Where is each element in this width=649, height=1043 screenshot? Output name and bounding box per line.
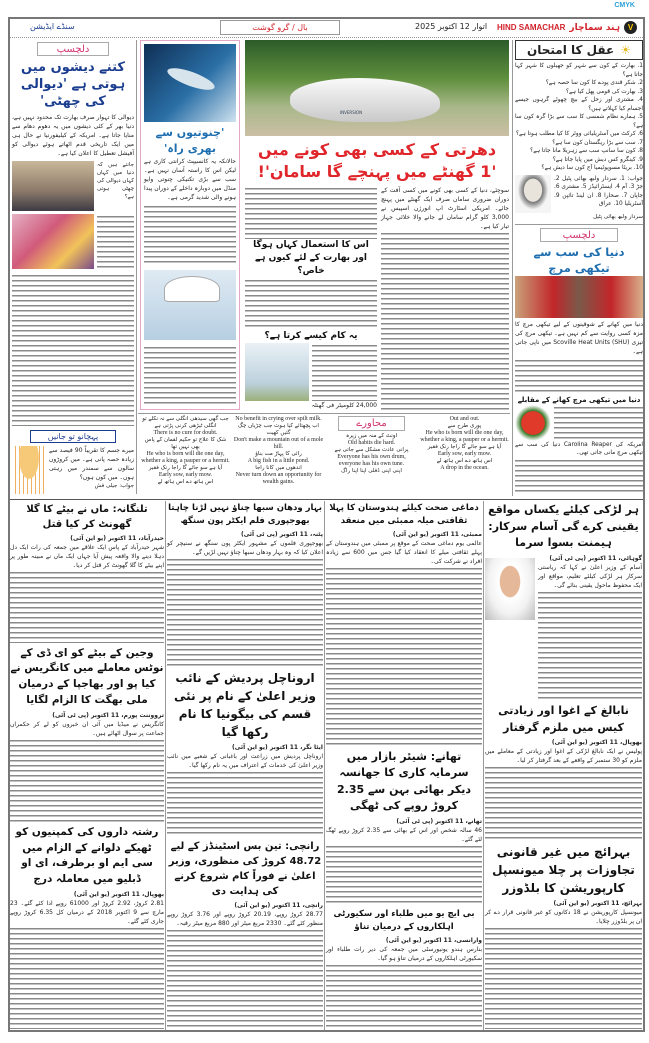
subheading: اس کا استعمال کہاں ہوگا اور بھارت کے لئے کیوں ہے خاص؟ <box>253 239 369 276</box>
article-text <box>245 278 377 331</box>
proverb-column: محاورے اونٹ کے منہ میں زیرہ Old habits die hard. پرانی عادت مشکل سے جاتی ہے Everyone has his own drum, everyone has his own tune. اپنی اپنی ڈفلی اپنا اپنا راگ <box>334 418 409 474</box>
article-text <box>485 926 642 1029</box>
puzzle-answer: جواب: جیلی فش <box>94 483 134 489</box>
quiz-question: 9. کینگرو کس دیش میں پایا جاتا ہے؟ <box>552 156 643 163</box>
news-article <box>326 502 482 746</box>
article-body: 46 سالہ شخص اور اس کے بھائی سے 2.35 کروڑ روپے ٹھگ لئے گئے۔ <box>326 826 482 843</box>
headline: کتنے دیشوں میں ہوتی ہے 'دیوالی کی چھٹی' <box>20 60 126 109</box>
article-text <box>326 566 482 746</box>
article-body: بھوجپوری فلموں کے مشہور ایکٹر پون سنگھ نے سنیچر کو اعلان کیا کہ وہ بہار ودھان سبھا چناؤ نہیں لڑیں گے۔ <box>167 539 323 556</box>
quiz-question: 8. کون سا سانپ سب سے زہریلا مانا جاتا ہے؟ <box>530 148 643 154</box>
dateline: پٹنہ، 11 اکتوبر (پی ٹی آئی) <box>240 530 323 538</box>
article-body: دنیا میں کھانے کے شوقینوں کے لیے تیکھی مرچ کا مزہ کسی روایت سے کم نہیں ہے۔ تیکھی مرچ کی تیزی Scoville Heat Units (SHU) میں ناپی جاتی ہے۔ <box>515 320 643 355</box>
article-headline: ہر لڑکی کیلئے یکساں مواقع یقینی کرے گی آسام سرکار: ہیمنت بسوا سرما <box>488 503 639 549</box>
red-chilli-photo <box>515 405 551 441</box>
article-text <box>167 557 323 667</box>
dateline: حیدرآباد، 11 اکتوبر (یو این آئی) <box>70 535 164 542</box>
dateline: رانچی، 11 اکتوبر (یو این آئی) <box>234 901 323 909</box>
quiz-question: 6. کرکٹ میں آسٹریلیائی ووٹر کا کیا مطلب ہوتا ہے؟ <box>515 131 643 137</box>
article-body: پولیس نے ایک نابالغ لڑکی کے اغوا اور زیادتی کے معاملے میں ملزم کو 30 ستمبر کے واقعے کے بعد گرفتار کر لیا۔ <box>485 748 642 765</box>
section-kicker: دلچسپ <box>37 42 109 56</box>
divider <box>10 499 643 500</box>
news-article <box>10 646 164 822</box>
right-column <box>515 40 643 495</box>
article-text <box>167 928 323 1029</box>
article-text <box>381 231 509 410</box>
news-article <box>167 839 323 1029</box>
news-article <box>167 502 323 666</box>
quiz-question: 1. بھارت کے کون سے شہر کو جھیلوں کا شہر کہا جاتا ہے؟ <box>515 63 643 78</box>
parachute-capsule-photo <box>144 270 236 340</box>
quiz-question: 4. مشتری اور زحل کے بیچ چھوٹے گرہوں جیسے اجسام کیا کہلاتے ہیں؟ <box>515 97 643 112</box>
delivery-capsule-photo <box>245 40 509 136</box>
quiz-title-box <box>515 40 643 60</box>
news-column <box>485 502 642 1029</box>
subheading: دنیا میں تیکھی مرچ کھانے کے مقابلے <box>517 395 641 404</box>
article-body: امریکہ کی Carolina Reaper دنیا کی سب سے تیکھی مرچ مانی جاتی تھی۔ <box>515 441 643 457</box>
diwali-festival-photo <box>12 214 94 269</box>
headline-line-2: '1 گھنٹے میں پہنچے گا سامان'! <box>257 162 497 181</box>
article-body: بنارس ہندو یونیورسٹی میں جمعہ کی دیر رات طلباء اور سکیورٹی اہلکاروں کے درمیان تناؤ ہو گیا۔ <box>326 945 482 962</box>
article-headline: تلنگانہ: ماں نے بیٹے کا گلا گھونٹ کر کیا قتل <box>26 504 148 530</box>
jellyfish-image <box>12 446 46 494</box>
chilli-eaters-photo <box>515 276 643 318</box>
article-text <box>144 204 236 265</box>
article-headline: اروناچل پردیش کے نائب وزیر اعلیٰ کے نام پر نئی قسم کی بیگونیا کا نام رکھا گیا <box>174 671 316 740</box>
dateline: بہرائچ، 11 اکتوبر (یو این آئی) <box>553 899 642 907</box>
news-article <box>485 502 642 700</box>
puzzle-text: میرے جسم کا تقریباً 90 فیصد سے زیادہ حصہ پانی ہے۔ میں کروڑوں سالوں سے سمندر میں رہتی ہوں۔ میں کون ہوں؟ <box>49 447 135 481</box>
article-text <box>10 570 164 643</box>
proverbs-box <box>140 416 510 486</box>
sardar-patel-portrait <box>515 175 551 213</box>
lightbulb-icon: ☀ <box>620 43 631 57</box>
quiz-answers: جواب: 1. سردار ولبھ بھائی پٹیل 2. جڑ 3. آم 4. ایسٹرائیڈز 5. مشتری 6. جاپان 7. صحارا 8. ان لینڈ تائپن 9. آسٹریلیا 10. عراق <box>554 175 643 207</box>
article-text <box>554 405 643 441</box>
news-article <box>10 502 164 643</box>
logo-urdu: ہند سماچار <box>569 22 620 33</box>
article-text <box>538 590 642 701</box>
edition-label: سنڈے ایڈیشن <box>30 22 75 31</box>
article-headline: بہار ودھان سبھا چناؤ نہیں لڑنا چاہتا بھوجپوری فلم ایکٹر پون سنگھ <box>168 503 322 526</box>
logo-english: HIND SAMACHAR <box>496 23 566 32</box>
article-text <box>144 345 236 406</box>
divider <box>483 501 484 1030</box>
article-text <box>326 844 482 906</box>
logo-icon: V <box>624 21 637 34</box>
article-body: میونسپل کارپوریشن نے 18 دکانوں کو غیر قانونی قرار دے کر ان پر بلڈوزر چلایا۔ <box>485 908 642 925</box>
article-text <box>167 770 323 835</box>
dateline: بھوپال، 11 اکتوبر (یو این آئی) <box>551 739 642 747</box>
article-text <box>12 273 134 426</box>
article-headline: نابالغ کے اغوا اور زیادتی کیس میں ملزم گرفتار <box>498 704 629 734</box>
fireworks-bridge-photo <box>12 161 94 211</box>
headline: دنیا کی سب سے تیکھی مرچ <box>533 244 625 275</box>
article-body: 2.81 کروڑ، 2.92 کروڑ اور 61000 روپے ادا کئے گئے۔ 23 مارچ سے 9 اکتوبر 2018 کے درمیان کل 6.35 کروڑ روپے جاری کئے گئے۔ <box>10 899 165 925</box>
himanta-biswa-sarma-photo <box>485 558 535 620</box>
article-body: عالمی یوم دماغی صحت کے موقع پر ممبئی میں ہندوستان کے پہلے ثقافتی میلے کا انعقاد کیا گیا جس میں 600 سے زیادہ افراد نے شرکت کی۔ <box>326 539 482 565</box>
quiz-question: 7. سب سے بڑا ریگستان کون سا ہے؟ <box>552 139 643 146</box>
divider <box>324 501 325 1030</box>
photo-caption: INVERSION <box>340 110 363 115</box>
issue-date: اتوار 12 اکتوبر 2025 <box>415 22 488 31</box>
logo <box>497 21 637 34</box>
article-text <box>485 765 642 840</box>
center-story <box>245 40 509 410</box>
divider <box>512 40 513 496</box>
article-body: کانگریس نے میڈیا میں آئی ان خبروں کو لے کر حکمراں جماعت پر سوال اٹھائے ہیں۔ <box>10 720 164 737</box>
hypersonic-vehicle-photo <box>144 44 236 122</box>
article-headline: دماغی صحت کیلئے ہندوستان کا پہلا ثقافتی میلہ ممبئی میں منعقد <box>329 503 479 526</box>
divider <box>136 40 137 494</box>
proverbs-title: محاورے <box>338 416 405 431</box>
dateline: تھانے، 11 اکتوبر (پی ٹی آئی) <box>396 817 482 825</box>
news-article <box>167 669 323 835</box>
article-text <box>312 343 377 401</box>
news-article <box>326 908 482 1029</box>
dateline: وارانسی، 11 اکتوبر (یو این آئی) <box>385 936 482 944</box>
quiz-question: 5. ہمارے نظام شمسی کا سب سے بڑا گرہ کون سا ہے؟ <box>515 114 643 129</box>
news-article <box>10 825 164 1029</box>
quiz-question: 10. بریٹا مسوپوٹیمیا آج کون سا دیش ہے؟ <box>541 165 643 171</box>
article-body: اروناچل پردیش میں زراعت اور باغبانی کے شعبے میں نائب وزیر اعلیٰ کی خدمات کے اعتراف میں یہ نام رکھا گیا۔ <box>167 753 323 770</box>
divider <box>165 501 166 1030</box>
article-text <box>10 738 164 822</box>
masthead <box>10 18 643 38</box>
headline: 'چنوتیوں سے بھری راہ' <box>155 126 225 155</box>
article-body: سوچئے، دنیا کے کسی بھی کونے میں کسی آفت کے دوران ضروری سامان صرف ایک گھنٹے میں پہنچ جائے۔ امریکی اسٹارٹ اپ انورژن اسپیس نے 3,000 کلو گرام سامان لے جانے والا خلائی جہاز تیار کیا ہے۔ <box>381 187 509 230</box>
news-article <box>485 843 642 1029</box>
article-headline: رشتہ داروں کی کمپنیوں کو ٹھیکے دلوانے کے الزام میں سی ایم او برطرف، ای او ڈبلیو میں معاملہ درج <box>15 825 159 886</box>
speed-stat: 24,000 کلومیٹر فی گھنٹہ <box>311 402 377 409</box>
article-text <box>97 214 134 269</box>
section-label: بال / گرو گوشت <box>220 20 340 35</box>
dateline: ترووننت پورم، 11 اکتوبر (پی ٹی آئی) <box>52 711 164 719</box>
article-text <box>515 358 643 395</box>
left-column <box>12 40 134 494</box>
proverb-column: Out and out. پوری طرح سے He who is born will die one day, whether a king, a pauper or a hermit. آیا ہے سو جائے گا راجا رنک فقیر Early sow, early mow. اس ہاتھ دے اس ہاتھ لے A drop in the ocean. <box>420 416 509 471</box>
quiz-question: 3. بھارت کی قومی پھل کیا ہے؟ <box>565 88 643 95</box>
parachute-photo <box>245 343 309 401</box>
dateline: ممبئی، 11 اکتوبر (یو این آئی) <box>392 530 482 538</box>
news-article <box>485 703 642 840</box>
side-text: جانتے ہیں کہ دنیا میں کہاں کہاں دیوالی کی چھٹی ہوتی ہے؟ <box>97 162 134 200</box>
proverb-column: جب گھی سیدھی انگلی سے نہ نکلے تو انگلی ٹیڑھی کرنی پڑتی ہے There is no cure for doubt. شک کا علاج تو حکیم لقمان کے پاس بھی نہیں تھا He who is born will die one day, whether a king, a pauper or a hermit. آیا ہے سو جائے گا راجا رنک فقیر Early sow, early mow. اس ہاتھ دے اس ہاتھ لے <box>141 416 230 485</box>
article-headline: بہرائچ میں غیر قانونی تجاوزات پر چلا میونسپل کارپوریشن کا بلڈوزر <box>492 844 635 895</box>
portrait-caption: سردار ولبھ بھائی پٹیل <box>593 213 643 220</box>
dateline: بھوپال، 11 اکتوبر (یو این آئی) <box>73 890 164 898</box>
proverb-column: No benefit in crying over spilt milk. اب پچھتائے کیا ہوت جب چڑیاں چگ گئیں کھیت Don't make a mountain out of a mole hill. رائی کا پہاڑ مت بناؤ A big fish in a little pond. اندھوں میں کانا راجا Never turn down an opportunity for wealth gains. <box>233 416 324 485</box>
headline-line-1: دھرتی کے کسی بھی کونے میں <box>257 140 497 159</box>
article-body: آسام کے وزیر اعلیٰ نے کہا کہ ریاستی سرکار ہر لڑکی کیلئے تعلیم، مواقع اور ایک محفوظ ماحول یقینی بنائے گی۔ <box>538 563 642 589</box>
puzzle-title: پہچانو تو جانیں <box>30 430 116 443</box>
article-body: حالانکہ یہ کانسیپٹ کرانتی کاری ہے لیکن اس کا راستہ آسان نہیں ہے۔ سب سے بڑی تکنیکی چنوتی وایو منڈل میں دوبارہ داخلے کے دوران پیدا ہونے والی شدید گرمی ہے۔ <box>144 158 236 201</box>
news-article <box>326 749 482 906</box>
quiz-title: عقل کا امتحان <box>527 43 615 57</box>
article-headline: رانچی: تین بس اسٹینڈز کے لیے 48.72 کروڑ کی منظوری، وزیر اعلیٰ نے فوراً کام شروع کرنے کی ہدایت دی <box>168 840 322 897</box>
news-column <box>326 502 482 1029</box>
cmyk-mark: CMYK <box>614 2 635 9</box>
quiz-questions <box>515 62 643 173</box>
dateline: ایٹا نگر، 11 اکتوبر (یو این آئی) <box>232 744 323 752</box>
section-kicker: دلچسپ <box>540 228 618 242</box>
divider <box>138 413 510 414</box>
challenges-column <box>140 40 240 410</box>
article-body: 28.77 کروڑ روپے، 20.19 کروڑ روپے اور 3.76 کروڑ روپے منظور کئے گئے۔ 2330 مربع میٹر اور 880 مربع میٹر رقبہ۔ <box>167 910 323 927</box>
article-text <box>515 458 643 495</box>
article-text <box>326 963 482 1029</box>
article-text <box>245 186 377 239</box>
article-text <box>10 926 164 1029</box>
article-body: شہر حیدرآباد کے پاس ایک علاقے میں جمعہ کی رات ایک دل دہلا دینے والا واقعہ پیش آیا جہاں ایک ماں نے مبینہ طور پر اپنے بیٹے کا گلا گھونٹ کر قتل کر دیا۔ <box>10 544 164 569</box>
quiz-question: 2. شکر قندی پودے کا کون سا حصہ ہے؟ <box>545 80 643 86</box>
article-headline: تھانے: شیئر بازار میں سرمایہ کاری کا جھانسہ دیکر بھائی بہن سے 2.35 کروڑ روپے کی ٹھگی <box>337 749 471 813</box>
article-body: دیوالی کا تہوار صرف بھارت تک محدود نہیں ہے، دنیا بھر کے کئی دیشوں میں یہ دھوم دھام سے منایا جاتا ہے۔ امریکہ کے کیلیفورنیا نے حال ہی میں ایک تاریخی قدم اٹھاتے ہوئے دیوالی کو آفیشل تعطیل کا اعلان کیا ہے۔ <box>12 114 134 157</box>
article-headline: بی ایچ یو میں طلباء اور سکیورٹی اہلکاروں کے درمیان تناؤ <box>333 909 475 932</box>
article-headline: وجین کے بیٹے کو ای ڈی کے نوٹس معاملے میں کانگریس نے کیا پو اور بھاجپا کے درمیان ملی بھگت کا الزام لگایا <box>10 646 164 706</box>
dateline: گوہاٹی، 11 اکتوبر (پی ٹی آئی) <box>549 554 642 562</box>
subheading: یہ کام کیسے کرتا ہے؟ <box>264 331 358 341</box>
news-column <box>10 502 164 1029</box>
news-column <box>167 502 323 1029</box>
capsule-shape <box>290 78 440 122</box>
